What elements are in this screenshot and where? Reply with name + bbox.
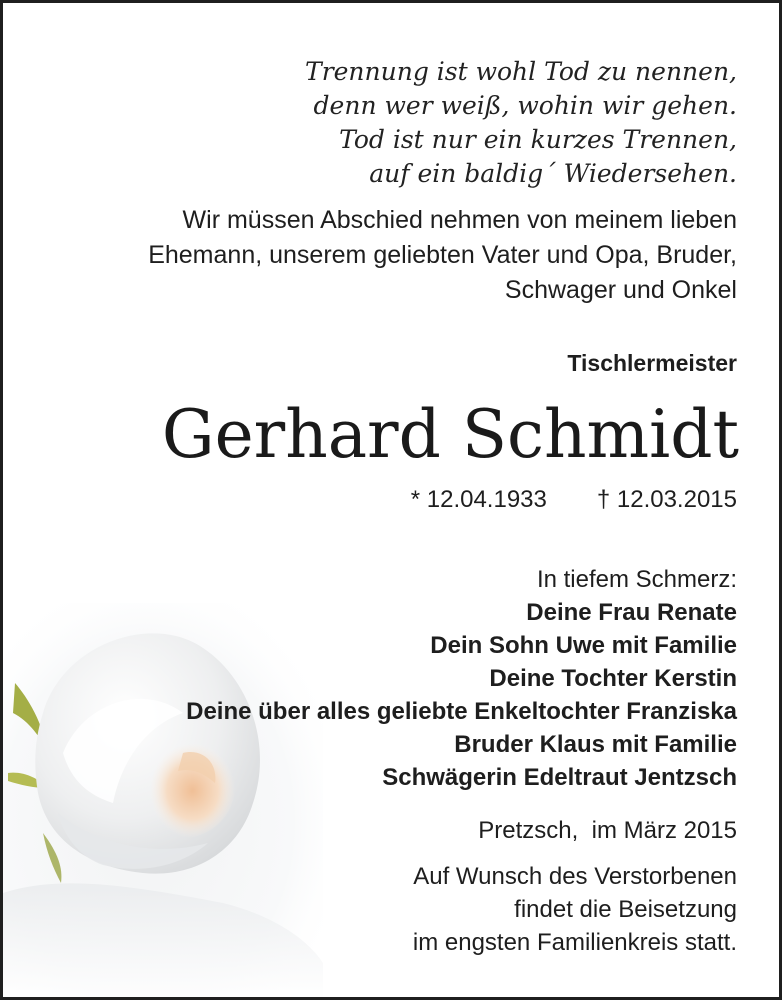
mourner-name: Schwägerin Edeltraut Jentzsch	[382, 764, 737, 791]
profession: Tischlermeister	[567, 350, 737, 376]
intro-line: Wir müssen Abschied nehmen von meinem lieben	[182, 206, 737, 234]
death-date: † 12.03.2015	[596, 486, 737, 513]
birth-date: * 12.04.1933	[410, 486, 547, 513]
mourner-name: Dein Sohn Uwe mit Familie	[430, 632, 737, 659]
mourner-name: Deine über alles geliebte Enkeltochter Franziska	[186, 698, 737, 725]
intro-line: Ehemann, unserem geliebten Vater und Opa, Bruder,	[148, 241, 737, 269]
poem-line: Trennung ist wohl Tod zu nennen,	[305, 57, 737, 86]
poem-line: auf ein baldig´ Wiedersehen.	[369, 159, 737, 188]
mourner-name: Deine Tochter Kerstin	[489, 665, 737, 692]
poem	[305, 55, 737, 191]
deceased-name: Gerhard Schmidt	[161, 396, 739, 473]
mourner-name: Bruder Klaus mit Familie	[454, 731, 737, 758]
mourners-list	[186, 563, 737, 794]
funeral-note	[413, 860, 737, 959]
funeral-note-line: findet die Beisetzung	[514, 896, 737, 923]
place-and-date: Pretzsch, im März 2015	[478, 817, 737, 844]
poem-line: denn wer weiß, wohin wir gehen.	[313, 91, 737, 120]
intro-line: Schwager und Onkel	[504, 276, 737, 304]
life-dates	[411, 484, 737, 516]
poem-line: Tod ist nur ein kurzes Trennen,	[339, 125, 737, 154]
mourners-lead: In tiefem Schmerz:	[536, 566, 737, 593]
intro-text	[148, 203, 737, 308]
mourner-name: Deine Frau Renate	[526, 599, 737, 626]
funeral-note-line: im engsten Familienkreis statt.	[412, 929, 737, 956]
funeral-note-line: Auf Wunsch des Verstorbenen	[413, 863, 737, 890]
